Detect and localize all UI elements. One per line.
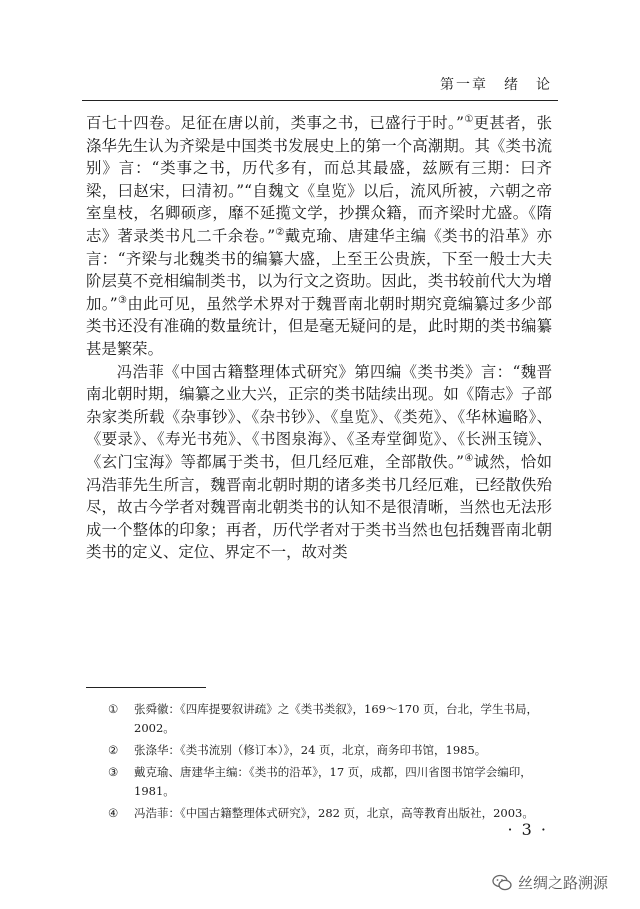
page-number: · 3 · xyxy=(507,820,548,839)
footnote-3 xyxy=(86,763,552,801)
footnote-ref-2[interactable]: ② xyxy=(275,226,285,238)
paragraph-2-text-2: 诚然，恰如冯浩菲先生所言，魏晋南北朝时期的诸多类书几经厄难，已经散佚殆尽，故古今学者对魏晋南北朝类书的认知不是很清晰，当然也无法形成一个整体的印象；再者，历代学者对于类书当然也包括魏晋南北朝类书的定义、定位、界定不一，故对类 xyxy=(86,452,552,562)
footnote-4 xyxy=(86,804,552,823)
footnote-text: 冯浩菲：《中国古籍整理体式研究》，282 页，北京，高等教育出版社，2003。 xyxy=(134,806,534,820)
main-text xyxy=(86,112,552,564)
paragraph-1-text-1: 百七十四卷。足征在唐以前，类事之书，已盛行于时。” xyxy=(86,114,464,132)
footnote-text: 戴克瑜、唐建华主编：《类书的沿革》，17 页，成都，四川省图书馆学会编印，1981。 xyxy=(134,765,532,798)
paragraph-1-text-3: 戴克瑜、唐建华主编《类书的沿革》亦言：“齐梁与北魏类书的编纂大盛，上至王公贵族，下至一般士大夫阶层莫不竞相编制类书，以为行文之资助。因此，类书较前代大为增加。” xyxy=(86,226,552,313)
chapter-header: 第一章 绪 论 xyxy=(440,77,552,93)
footnote-mark: ② xyxy=(108,743,119,757)
footnote-mark: ④ xyxy=(108,806,119,820)
paragraph-1 xyxy=(86,112,552,361)
paragraph-1-text-2: 更甚者，张涤华先生认为齐梁是中国类书发展史上的第一个高潮期。其《类书流别》言：“类事之书，历代多有，而总其最盛，兹厥有三期：曰齐梁，曰赵宋，曰清初。”“自魏文《皇览》以后，流风所被，六朝之帝室皇枝，名卿硕彦，靡不延揽文学，抄撰众籍，而齐梁时尤盛。《隋志》著录类书凡二千余卷。” xyxy=(86,114,552,245)
footnote-mark: ① xyxy=(108,702,119,716)
footnote-1 xyxy=(86,700,552,738)
footnote-divider xyxy=(86,687,206,688)
footnote-mark: ③ xyxy=(108,765,119,779)
paragraph-1-text-4: 由此可见，虽然学术界对于魏晋南北朝时期究竟编纂过多少部类书还没有准确的数量统计，但是毫无疑问的是，此时期的类书编纂甚是繁荣。 xyxy=(86,294,552,358)
footnotes xyxy=(86,700,552,826)
wechat-icon xyxy=(492,874,512,892)
watermark xyxy=(492,872,608,893)
watermark-text: 丝绸之路溯源 xyxy=(517,874,608,892)
header-divider xyxy=(82,100,558,101)
footnote-ref-3[interactable]: ③ xyxy=(117,294,128,306)
paragraph-2 xyxy=(86,361,552,564)
footnote-ref-1[interactable]: ① xyxy=(463,114,474,125)
footnote-text: 张涤华：《类书流别（修订本）》，24 页，北京，商务印书馆，1985。 xyxy=(134,743,487,757)
footnote-text: 张舜徽：《四库提要叙讲疏》之《类书类叙》，169～170 页，台北，学生书局，2002。 xyxy=(134,702,539,735)
footnote-ref-4[interactable]: ④ xyxy=(463,452,474,464)
footnote-2 xyxy=(86,741,552,760)
paragraph-2-text-1: 冯浩菲《中国古籍整理体式研究》第四编《类书类》言：“魏晋南北朝时期，编纂之业大兴，正宗的类书陆续出现。如《隋志》子部杂家类所载《杂事钞》、《杂书钞》、《皇览》、《类苑》、《华林遍略》、《要录》、《寿光书苑》、《书图泉海》、《圣寿堂御览》、《长洲玉镜》、《玄门宝海》等都属于类书，但几经厄难，全部散佚。” xyxy=(86,362,552,471)
